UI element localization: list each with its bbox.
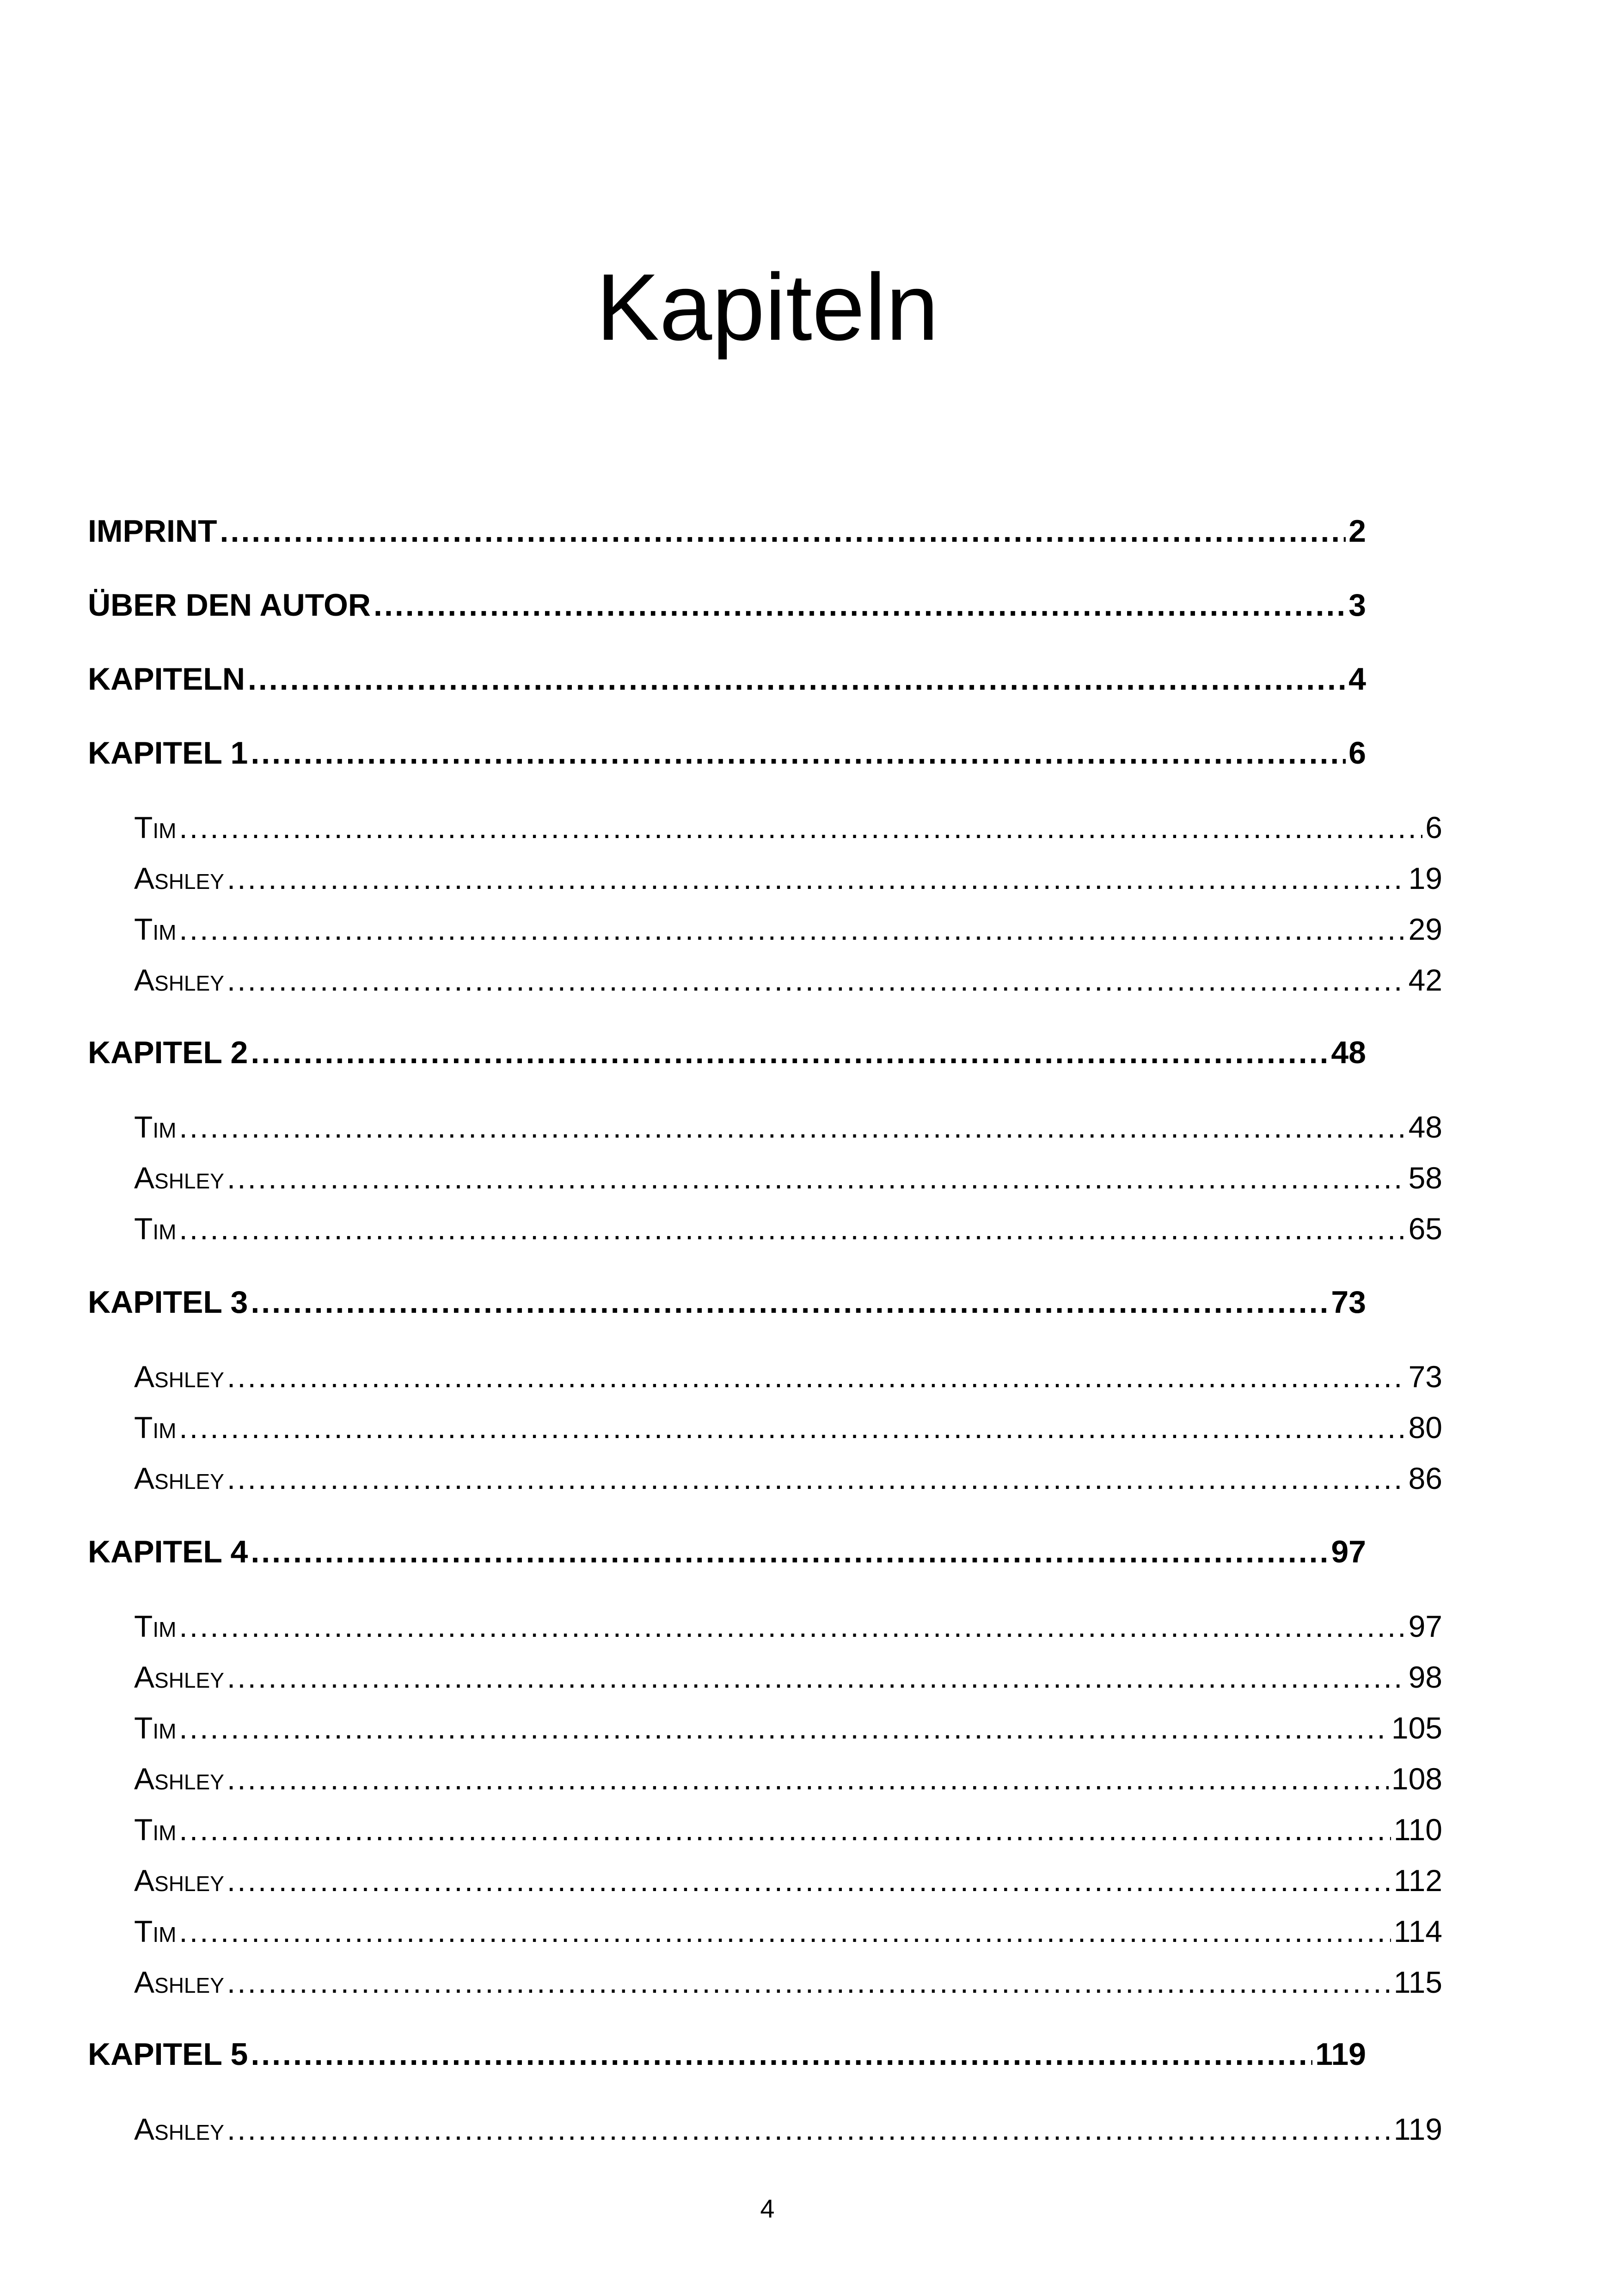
- toc-leader: [179, 912, 1405, 947]
- toc-entry-label: Ashley: [134, 2112, 224, 2146]
- toc-entry-label: Tim: [134, 1212, 177, 1246]
- toc-entry-page: 86: [1408, 1461, 1442, 1495]
- toc-subentry[interactable]: [134, 810, 1442, 851]
- toc-entry[interactable]: [88, 1534, 1366, 1575]
- toc-entry-label: Tim: [134, 912, 177, 946]
- toc-entry-label: Ashley: [134, 861, 224, 895]
- toc-entry-label: Tim: [134, 1812, 177, 1847]
- toc-entry-label: KAPITELN: [88, 661, 245, 697]
- toc-entry[interactable]: [88, 1035, 1366, 1076]
- toc-entry-label: Ashley: [134, 1965, 224, 1999]
- toc-subentry[interactable]: [134, 912, 1442, 952]
- toc-leader: [227, 1863, 1391, 1898]
- toc-entry[interactable]: [88, 735, 1366, 777]
- toc-entry[interactable]: [88, 2036, 1366, 2078]
- toc-leader: [227, 1359, 1406, 1394]
- toc-subentry[interactable]: [134, 1410, 1442, 1451]
- toc-entry[interactable]: [88, 513, 1366, 555]
- toc-entry-page: 29: [1408, 912, 1442, 946]
- toc-leader: [227, 1761, 1389, 1796]
- toc-entry-page: 58: [1408, 1161, 1442, 1195]
- toc-subentry[interactable]: [134, 1659, 1442, 1700]
- toc-subentry[interactable]: [134, 1914, 1442, 1954]
- toc-leader: [227, 1160, 1406, 1195]
- toc-subentry[interactable]: [134, 1863, 1442, 1904]
- toc-entry-label: KAPITEL 4: [88, 1534, 248, 1569]
- toc-leader: [179, 1410, 1405, 1445]
- toc-entry-page: 65: [1408, 1212, 1442, 1246]
- toc-subentry[interactable]: [134, 962, 1442, 1003]
- toc-leader: [227, 1659, 1406, 1695]
- toc-subentry[interactable]: [134, 1609, 1442, 1649]
- toc-leader: [179, 1710, 1388, 1745]
- toc-subentry[interactable]: [134, 1160, 1442, 1201]
- toc-entry-page: 119: [1315, 2037, 1366, 2072]
- toc-subentry[interactable]: [134, 1109, 1442, 1150]
- toc-entry[interactable]: [88, 1284, 1366, 1326]
- toc-entry-page: 108: [1391, 1762, 1442, 1796]
- toc-entry-page: 98: [1408, 1660, 1442, 1694]
- toc-leader: [251, 2036, 1312, 2072]
- toc-entry-label: Ashley: [134, 1660, 224, 1694]
- toc-entry[interactable]: [88, 587, 1366, 629]
- toc-entry-page: 115: [1393, 1965, 1442, 1999]
- toc-leader: [251, 1284, 1328, 1320]
- toc-subentry[interactable]: [134, 1812, 1442, 1853]
- toc-entry-page: 112: [1393, 1863, 1442, 1898]
- toc-leader: [179, 1914, 1391, 1949]
- toc-entry-label: Ashley: [134, 1359, 224, 1394]
- toc-leader: [227, 1461, 1406, 1496]
- toc-entry-label: Ashley: [134, 1762, 224, 1796]
- toc-entry-label: KAPITEL 3: [88, 1285, 248, 1320]
- toc-entry-label: Tim: [134, 1410, 177, 1445]
- toc-entry-label: IMPRINT: [88, 514, 217, 549]
- toc-entry-label: Ashley: [134, 1863, 224, 1898]
- toc-entry-label: Tim: [134, 810, 177, 845]
- toc-entry-label: ÜBER DEN AUTOR: [88, 588, 371, 623]
- toc-entry[interactable]: [88, 661, 1366, 703]
- toc-entry-label: Tim: [134, 1609, 177, 1643]
- toc-entry-page: 80: [1408, 1410, 1442, 1445]
- toc-entry-page: 42: [1408, 963, 1442, 997]
- toc-subentry[interactable]: [134, 861, 1442, 901]
- page-title: Kapiteln: [596, 254, 939, 360]
- toc-entry-label: Tim: [134, 1914, 177, 1948]
- toc-entry-page: 73: [1408, 1359, 1442, 1394]
- toc-entry-page: 114: [1393, 1914, 1442, 1948]
- toc-subentry[interactable]: [134, 1761, 1442, 1802]
- toc-subentry[interactable]: [134, 1461, 1442, 1501]
- toc-leader: [251, 735, 1346, 771]
- toc-entry-label: Ashley: [134, 963, 224, 997]
- toc-entry-label: KAPITEL 5: [88, 2037, 248, 2072]
- toc-leader: [374, 587, 1346, 623]
- toc-entry-label: Tim: [134, 1711, 177, 1745]
- toc-entry-page: 97: [1331, 1534, 1366, 1569]
- toc-leader: [179, 810, 1422, 845]
- toc-subentry[interactable]: [134, 1211, 1442, 1252]
- toc-entry-page: 6: [1425, 810, 1442, 845]
- toc-leader: [227, 962, 1406, 998]
- toc-leader: [179, 1109, 1405, 1145]
- toc-subentry[interactable]: [134, 2112, 1442, 2152]
- toc-leader: [179, 1609, 1405, 1644]
- toc-entry-page: 48: [1408, 1110, 1442, 1144]
- toc-subentry[interactable]: [134, 1359, 1442, 1400]
- toc-leader: [227, 1965, 1391, 2000]
- toc-entry-page: 97: [1408, 1609, 1442, 1643]
- toc-entry-page: 110: [1393, 1812, 1442, 1847]
- toc-entry-page: 48: [1331, 1035, 1366, 1070]
- toc-entry-page: 3: [1348, 588, 1366, 623]
- toc-entry-page: 6: [1348, 735, 1366, 771]
- toc-entry-label: Tim: [134, 1110, 177, 1144]
- toc-entry-page: 4: [1348, 661, 1366, 697]
- toc-leader: [220, 513, 1346, 549]
- toc-entry-label: KAPITEL 1: [88, 735, 248, 771]
- toc-leader: [227, 2112, 1391, 2147]
- toc-entry-page: 119: [1393, 2112, 1442, 2146]
- toc-entry-page: 2: [1348, 514, 1366, 549]
- toc-entry-page: 105: [1391, 1711, 1442, 1745]
- toc-leader: [248, 661, 1346, 697]
- toc-leader: [179, 1812, 1391, 1847]
- toc-leader: [251, 1035, 1328, 1071]
- page-number: 4: [760, 2194, 775, 2223]
- toc-entry-label: Ashley: [134, 1161, 224, 1195]
- toc-subentry[interactable]: [134, 1710, 1442, 1751]
- toc-entry-page: 73: [1331, 1285, 1366, 1320]
- toc-subentry[interactable]: [134, 1965, 1442, 2005]
- toc-entry-page: 19: [1408, 861, 1442, 895]
- toc-leader: [251, 1534, 1328, 1570]
- toc-entry-label: KAPITEL 2: [88, 1035, 248, 1070]
- toc-leader: [179, 1211, 1405, 1246]
- toc-entry-label: Ashley: [134, 1461, 224, 1495]
- toc-leader: [227, 861, 1406, 896]
